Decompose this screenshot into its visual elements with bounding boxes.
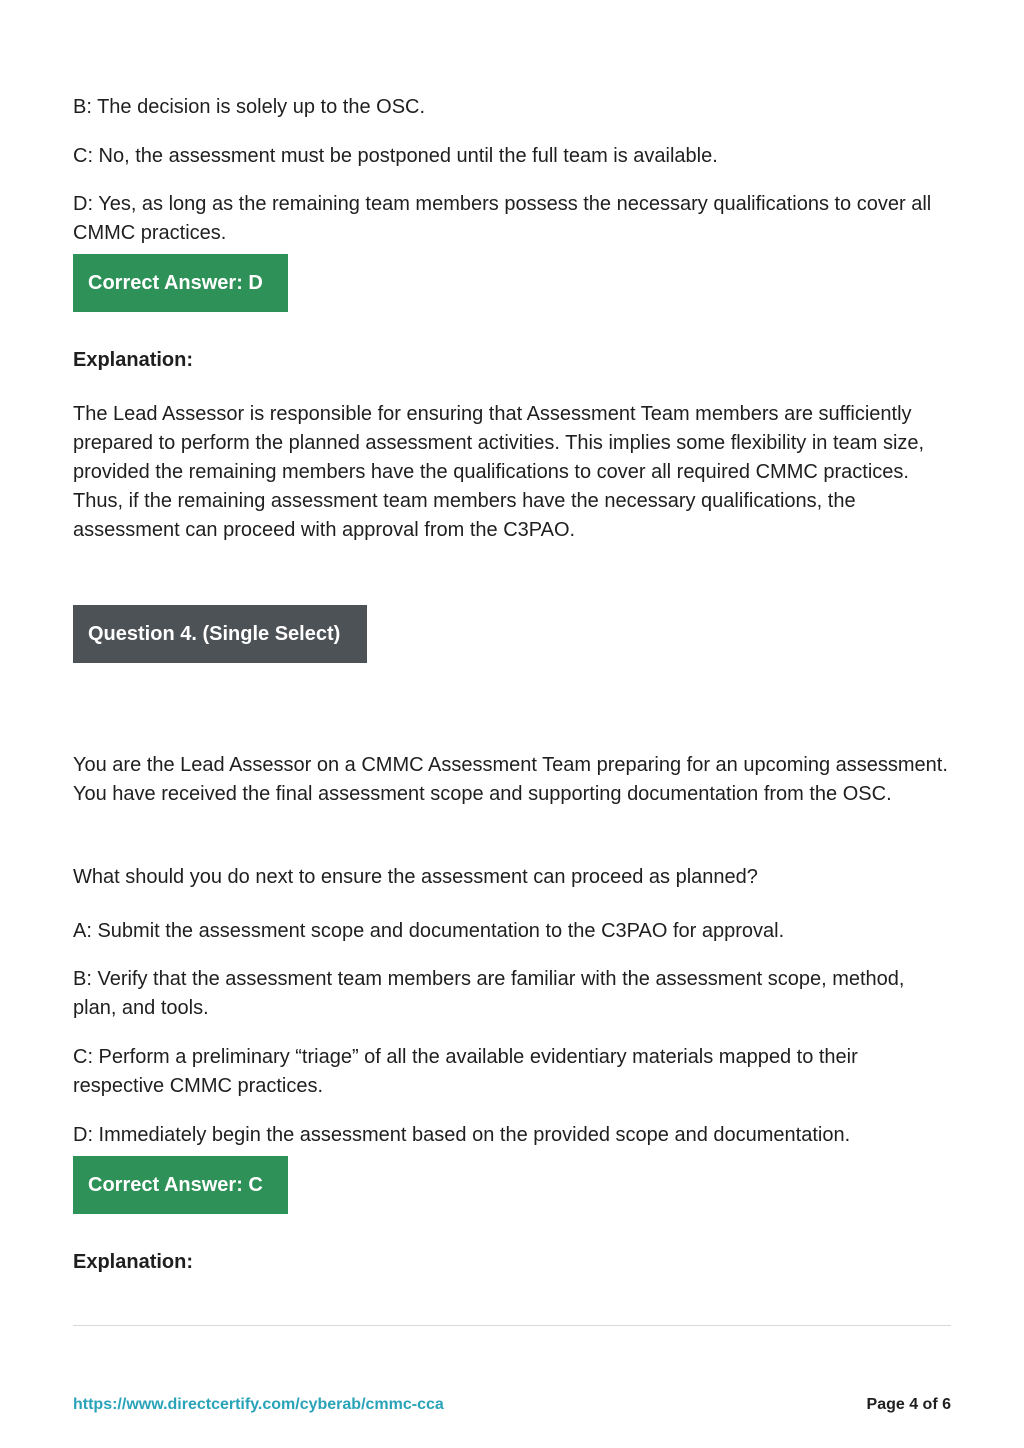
q3-option-c: C: No, the assessment must be postponed until the full team is available. [73,145,718,167]
q4-correct-answer-badge: Correct Answer: C [73,1156,288,1214]
q4-option-a: A: Submit the assessment scope and documentation to the C3PAO for approval. [73,920,785,942]
q4-scenario-text: You are the Lead Assessor on a CMMC Assessment Team preparing for an upcoming assessment. You have received the final assessment scope and supporting documentation from the OSC. [73,754,948,805]
q3-correct-answer-badge: Correct Answer: D [73,254,288,312]
footer-page-number: Page 4 of 6 [866,1396,951,1413]
q4-prompt-text: What should you do next to ensure the assessment can proceed as planned? [73,866,758,888]
q3-explanation-heading: Explanation: [73,349,194,371]
q3-option-b: B: The decision is solely up to the OSC. [73,96,426,118]
footer-divider [73,1325,951,1326]
q4-option-d: D: Immediately begin the assessment based on the provided scope and documentation. [73,1124,851,1146]
q4-question-badge: Question 4. (Single Select) [73,605,367,663]
q4-explanation-heading: Explanation: [73,1251,194,1273]
q3-option-d: D: Yes, as long as the remaining team members possess the necessary qualifications to cover all CMMC practices. [73,193,932,244]
footer-url-link[interactable]: https://www.directcertify.com/cyberab/cmmc-cca [73,1396,444,1413]
q3-explanation-text: The Lead Assessor is responsible for ensuring that Assessment Team members are sufficiently prepared to perform the planned assessment activities. This implies some flexibility in team size, provided the remaining members have the qualifications to cover all required CMMC practices. Thus, if the remaining assessment team members have the necessary qualifications, the assessment can proceed with approval from the C3PAO. [73,403,925,541]
q4-option-c: C: Perform a preliminary “triage” of all the available evidentiary materials mapped to their respective CMMC practices. [73,1046,858,1097]
q4-option-b: B: Verify that the assessment team members are familiar with the assessment scope, method, plan, and tools. [73,968,905,1019]
document-page [73,0,951,1448]
